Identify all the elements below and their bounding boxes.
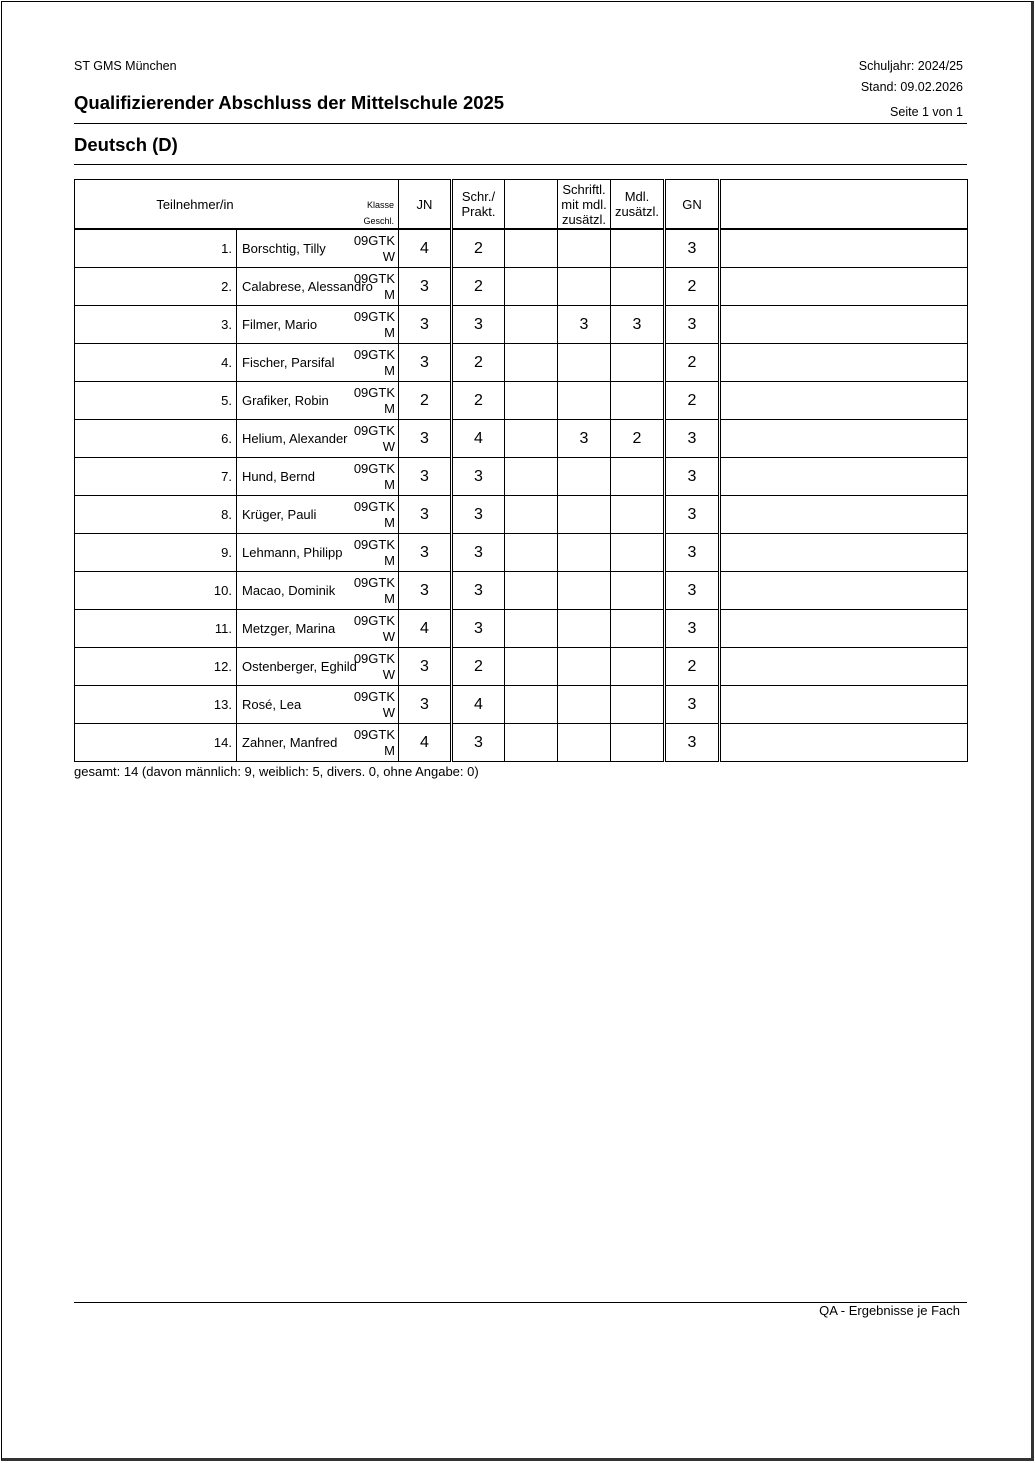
table-body bbox=[75, 229, 968, 762]
grade-schriftl bbox=[558, 229, 611, 268]
school-year: Schuljahr: 2024/25 bbox=[858, 59, 963, 73]
class-gender bbox=[354, 461, 395, 493]
class-gender bbox=[354, 309, 395, 341]
header-schriftl-line2: mit mdl. bbox=[561, 196, 607, 212]
remarks-cell bbox=[720, 306, 968, 344]
class-value: 09GTK bbox=[353, 271, 395, 286]
participant-cell bbox=[237, 382, 399, 420]
grade-schriftl bbox=[558, 534, 611, 572]
grade-schr-prakt: 4 bbox=[452, 686, 505, 724]
participant-cell bbox=[237, 610, 399, 648]
gender-value: M bbox=[384, 325, 395, 340]
grade-jn: 3 bbox=[399, 306, 452, 344]
grade-gn: 3 bbox=[665, 534, 720, 572]
header-schr-prakt bbox=[452, 180, 505, 230]
grade-gn: 3 bbox=[665, 229, 720, 268]
participant-cell bbox=[237, 648, 399, 686]
grade-mdl bbox=[611, 610, 665, 648]
grade-schr-prakt: 4 bbox=[452, 420, 505, 458]
remarks-cell bbox=[720, 686, 968, 724]
grade-jn: 4 bbox=[399, 229, 452, 268]
class-value: 09GTK bbox=[353, 385, 395, 400]
grade-jn: 4 bbox=[399, 610, 452, 648]
row-number: 6. bbox=[75, 420, 237, 458]
grade-schr-prakt: 2 bbox=[452, 268, 505, 306]
grade-schriftl: 3 bbox=[558, 306, 611, 344]
grade-schriftl bbox=[558, 382, 611, 420]
header-remarks bbox=[720, 180, 968, 230]
grade-jn: 3 bbox=[399, 344, 452, 382]
table-row bbox=[75, 306, 968, 344]
grade-schriftl bbox=[558, 458, 611, 496]
gender-value: M bbox=[384, 515, 395, 530]
grade-schr-prakt: 3 bbox=[452, 572, 505, 610]
participant-cell bbox=[237, 268, 399, 306]
class-value: 09GTK bbox=[353, 423, 395, 438]
grade-schr-prakt: 2 bbox=[452, 648, 505, 686]
grade-empty bbox=[505, 610, 558, 648]
grade-schr-prakt: 3 bbox=[452, 458, 505, 496]
class-value: 09GTK bbox=[353, 613, 395, 628]
grade-empty bbox=[505, 496, 558, 534]
grade-empty bbox=[505, 420, 558, 458]
grade-empty bbox=[505, 534, 558, 572]
class-gender bbox=[354, 727, 395, 759]
header-mdl bbox=[611, 180, 665, 230]
remarks-cell bbox=[720, 229, 968, 268]
grade-jn: 3 bbox=[399, 268, 452, 306]
table-row bbox=[75, 496, 968, 534]
gender-value: M bbox=[384, 287, 395, 302]
summary-text: gesamt: 14 (davon männlich: 9, weiblich: 5, divers. 0, ohne Angabe: 0) bbox=[74, 764, 479, 779]
class-value: 09GTK bbox=[353, 309, 395, 324]
participant-cell bbox=[237, 420, 399, 458]
participant-cell bbox=[237, 572, 399, 610]
participant-cell bbox=[237, 724, 399, 762]
table-row bbox=[75, 648, 968, 686]
grade-mdl bbox=[611, 686, 665, 724]
gender-value: W bbox=[382, 705, 395, 720]
class-gender bbox=[354, 347, 395, 379]
grade-empty bbox=[505, 344, 558, 382]
grade-gn: 2 bbox=[665, 344, 720, 382]
participant-name: Hund, Bernd bbox=[242, 469, 315, 484]
grade-mdl: 2 bbox=[611, 420, 665, 458]
page-number: Seite 1 von 1 bbox=[890, 105, 963, 119]
class-value: 09GTK bbox=[353, 537, 395, 552]
participant-cell bbox=[237, 496, 399, 534]
header-mdl-line2: zusätzl. bbox=[614, 204, 660, 219]
grade-schr-prakt: 3 bbox=[452, 610, 505, 648]
class-value: 09GTK bbox=[353, 689, 395, 704]
header-schriftl bbox=[558, 180, 611, 230]
header-participant bbox=[75, 180, 399, 230]
subject-divider bbox=[74, 164, 967, 165]
class-gender bbox=[354, 689, 395, 721]
remarks-cell bbox=[720, 420, 968, 458]
row-number: 2. bbox=[75, 268, 237, 306]
grade-gn: 2 bbox=[665, 382, 720, 420]
participant-name: Macao, Dominik bbox=[242, 583, 336, 598]
school-name: ST GMS München bbox=[74, 59, 177, 73]
grade-mdl bbox=[611, 572, 665, 610]
remarks-cell bbox=[720, 610, 968, 648]
grade-gn: 3 bbox=[665, 420, 720, 458]
remarks-cell bbox=[720, 458, 968, 496]
row-number: 14. bbox=[75, 724, 237, 762]
grade-jn: 4 bbox=[399, 724, 452, 762]
grade-gn: 2 bbox=[665, 268, 720, 306]
grade-mdl bbox=[611, 724, 665, 762]
remarks-cell bbox=[720, 572, 968, 610]
row-number: 7. bbox=[75, 458, 237, 496]
grade-gn: 2 bbox=[665, 648, 720, 686]
header-schriftl-line3: zusätzl. bbox=[561, 211, 607, 227]
grade-schriftl bbox=[558, 268, 611, 306]
grade-schriftl bbox=[558, 610, 611, 648]
grade-jn: 2 bbox=[399, 382, 452, 420]
row-number: 12. bbox=[75, 648, 237, 686]
grade-schriftl bbox=[558, 572, 611, 610]
table-row bbox=[75, 382, 968, 420]
header-jn: JN bbox=[399, 180, 452, 230]
class-gender bbox=[354, 423, 395, 455]
grade-gn: 3 bbox=[665, 496, 720, 534]
header-class: Klasse bbox=[366, 200, 394, 210]
grade-mdl bbox=[611, 229, 665, 268]
participant-name: Metzger, Marina bbox=[242, 621, 336, 636]
table-row bbox=[75, 344, 968, 382]
class-gender bbox=[354, 385, 395, 417]
grade-mdl bbox=[611, 268, 665, 306]
remarks-cell bbox=[720, 382, 968, 420]
grade-schr-prakt: 2 bbox=[452, 382, 505, 420]
gender-value: W bbox=[382, 439, 395, 454]
grade-empty bbox=[505, 686, 558, 724]
table-row bbox=[75, 572, 968, 610]
header-participant-label: Teilnehmer/in bbox=[156, 197, 234, 212]
table-row bbox=[75, 268, 968, 306]
participant-cell bbox=[237, 229, 399, 268]
class-gender bbox=[354, 499, 395, 531]
grade-empty bbox=[505, 229, 558, 268]
header-gn: GN bbox=[665, 180, 720, 230]
table-row bbox=[75, 534, 968, 572]
grade-mdl bbox=[611, 534, 665, 572]
class-value: 09GTK bbox=[353, 347, 395, 362]
class-value: 09GTK bbox=[353, 233, 395, 248]
gender-value: W bbox=[382, 629, 395, 644]
gender-value: M bbox=[384, 743, 395, 758]
participant-name: Zahner, Manfred bbox=[242, 735, 338, 750]
remarks-cell bbox=[720, 496, 968, 534]
document-page bbox=[1, 1, 1034, 1461]
row-number: 9. bbox=[75, 534, 237, 572]
row-number: 10. bbox=[75, 572, 237, 610]
grade-empty bbox=[505, 268, 558, 306]
class-value: 09GTK bbox=[353, 651, 395, 666]
header-class-gender bbox=[363, 197, 394, 229]
grade-mdl bbox=[611, 344, 665, 382]
row-number: 13. bbox=[75, 686, 237, 724]
participant-name: Grafiker, Robin bbox=[242, 393, 329, 408]
participant-cell bbox=[237, 344, 399, 382]
remarks-cell bbox=[720, 268, 968, 306]
remarks-cell bbox=[720, 648, 968, 686]
grade-schr-prakt: 2 bbox=[452, 229, 505, 268]
grade-gn: 3 bbox=[665, 610, 720, 648]
grade-jn: 3 bbox=[399, 496, 452, 534]
grade-jn: 3 bbox=[399, 686, 452, 724]
grade-schr-prakt: 3 bbox=[452, 496, 505, 534]
table-header-row bbox=[75, 180, 968, 230]
header-mdl-line1: Mdl. bbox=[624, 189, 650, 204]
gender-value: M bbox=[384, 477, 395, 492]
remarks-cell bbox=[720, 534, 968, 572]
grade-empty bbox=[505, 458, 558, 496]
gender-value: M bbox=[384, 401, 395, 416]
class-value: 09GTK bbox=[353, 727, 395, 742]
participant-name: Borschtig, Tilly bbox=[242, 241, 326, 256]
row-number: 11. bbox=[75, 610, 237, 648]
class-gender bbox=[354, 537, 395, 569]
class-gender bbox=[354, 613, 395, 645]
grade-schriftl bbox=[558, 344, 611, 382]
participant-name: Calabrese, Alessandro bbox=[242, 279, 373, 294]
row-number: 5. bbox=[75, 382, 237, 420]
footer-text: QA - Ergebnisse je Fach bbox=[819, 1303, 960, 1318]
grade-schriftl bbox=[558, 496, 611, 534]
header-schr-line1: Schr./ bbox=[461, 189, 496, 204]
grade-gn: 3 bbox=[665, 572, 720, 610]
header-empty bbox=[505, 180, 558, 230]
grade-gn: 3 bbox=[665, 724, 720, 762]
grade-gn: 3 bbox=[665, 686, 720, 724]
grade-schriftl bbox=[558, 648, 611, 686]
grade-mdl bbox=[611, 458, 665, 496]
table-row bbox=[75, 229, 968, 268]
grade-schr-prakt: 2 bbox=[452, 344, 505, 382]
grade-schr-prakt: 3 bbox=[452, 306, 505, 344]
gender-value: W bbox=[382, 667, 395, 682]
participant-name: Fischer, Parsifal bbox=[242, 355, 335, 370]
grade-mdl bbox=[611, 382, 665, 420]
gender-value: M bbox=[384, 553, 395, 568]
participant-name: Lehmann, Philipp bbox=[242, 545, 343, 560]
grade-schriftl bbox=[558, 724, 611, 762]
participant-cell bbox=[237, 458, 399, 496]
grade-jn: 3 bbox=[399, 420, 452, 458]
grade-gn: 3 bbox=[665, 458, 720, 496]
gender-value: M bbox=[384, 363, 395, 378]
table-row bbox=[75, 458, 968, 496]
header-gender: Geschl. bbox=[363, 216, 394, 226]
grade-mdl bbox=[611, 496, 665, 534]
subject-title: Deutsch (D) bbox=[74, 134, 178, 155]
class-gender bbox=[354, 271, 395, 303]
participant-cell bbox=[237, 534, 399, 572]
participant-name: Ostenberger, Eghild bbox=[242, 659, 357, 674]
class-value: 09GTK bbox=[353, 575, 395, 590]
grade-mdl: 3 bbox=[611, 306, 665, 344]
class-gender bbox=[354, 233, 395, 265]
grade-empty bbox=[505, 648, 558, 686]
row-number: 4. bbox=[75, 344, 237, 382]
class-gender bbox=[354, 575, 395, 607]
gender-value: M bbox=[384, 591, 395, 606]
participant-cell bbox=[237, 306, 399, 344]
header-schriftl-line1: Schriftl. bbox=[562, 181, 606, 197]
participant-name: Filmer, Mario bbox=[242, 317, 318, 332]
grade-empty bbox=[505, 382, 558, 420]
class-gender bbox=[354, 651, 395, 683]
results-table bbox=[74, 179, 968, 762]
grade-schr-prakt: 3 bbox=[452, 724, 505, 762]
row-number: 8. bbox=[75, 496, 237, 534]
grade-empty bbox=[505, 306, 558, 344]
grade-schr-prakt: 3 bbox=[452, 534, 505, 572]
participant-name: Helium, Alexander bbox=[242, 431, 348, 446]
participant-name: Krüger, Pauli bbox=[242, 507, 317, 522]
class-value: 09GTK bbox=[353, 461, 395, 476]
table-row bbox=[75, 610, 968, 648]
table-row bbox=[75, 420, 968, 458]
grade-jn: 3 bbox=[399, 648, 452, 686]
grade-jn: 3 bbox=[399, 572, 452, 610]
grade-schriftl bbox=[558, 686, 611, 724]
participant-cell bbox=[237, 686, 399, 724]
table-row bbox=[75, 724, 968, 762]
grade-jn: 3 bbox=[399, 534, 452, 572]
remarks-cell bbox=[720, 724, 968, 762]
header-divider bbox=[74, 123, 967, 124]
remarks-cell bbox=[720, 344, 968, 382]
gender-value: W bbox=[382, 249, 395, 264]
grade-jn: 3 bbox=[399, 458, 452, 496]
participant-name: Rosé, Lea bbox=[242, 697, 302, 712]
header-schr-line2: Prakt. bbox=[461, 204, 496, 219]
grade-gn: 3 bbox=[665, 306, 720, 344]
grade-empty bbox=[505, 572, 558, 610]
grade-schriftl: 3 bbox=[558, 420, 611, 458]
grade-mdl bbox=[611, 648, 665, 686]
row-number: 1. bbox=[75, 229, 237, 268]
report-title: Qualifizierender Abschluss der Mittelschule 2025 bbox=[74, 92, 505, 113]
row-number: 3. bbox=[75, 306, 237, 344]
class-value: 09GTK bbox=[353, 499, 395, 514]
grade-empty bbox=[505, 724, 558, 762]
report-date: Stand: 09.02.2026 bbox=[860, 80, 963, 94]
table-row bbox=[75, 686, 968, 724]
